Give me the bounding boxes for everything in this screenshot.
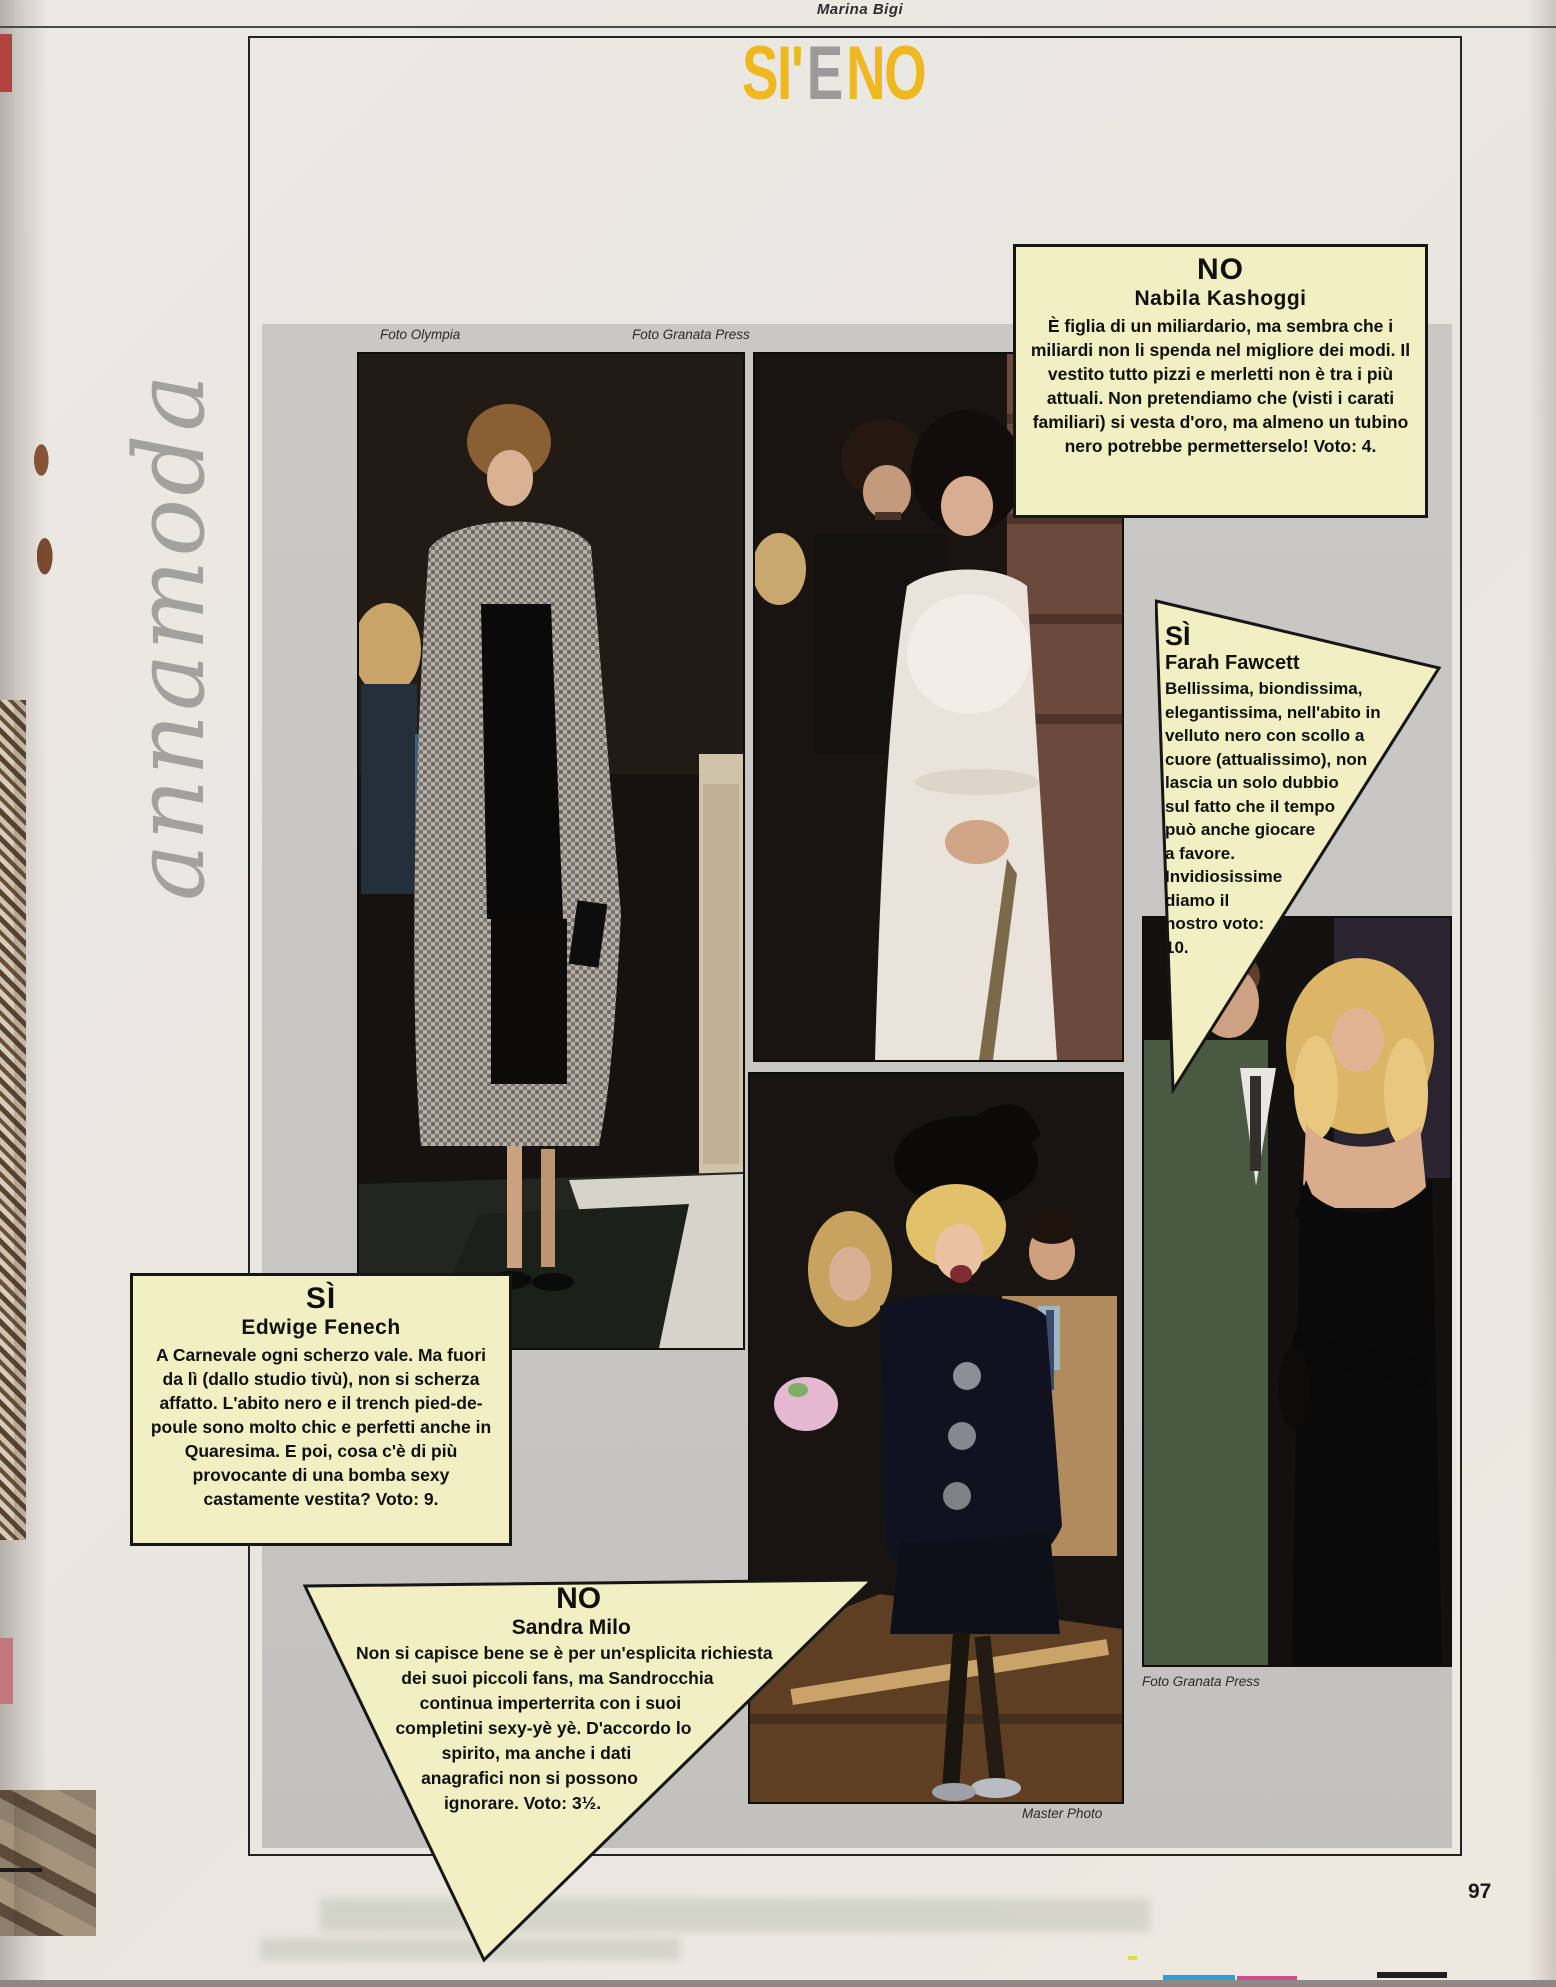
verdict-label: NO [1197,253,1244,286]
adjacent-page-red-fragment [0,34,12,92]
photo-edwige-fenech-image [359,354,743,1348]
scanner-edge [0,1980,1556,1987]
celebrity-name: Sandra Milo [511,1616,631,1639]
verdict-text: È figlia di un miliardario, ma sembra che i miliardi non li spenda nel migliore dei modi. Il vestito tutto pizzi e merletti non è tra i più attuali. Non pretendiamo che (visti i carati familiari) si vesta d'oro, ma almeno un tubino nero potrebbe permetterselo! Voto: 4. [1030,316,1411,457]
author-byline: Marina Bigi [816,1,904,18]
page-number: 97 [1468,1880,1492,1903]
verdict-label: NO [556,1582,602,1615]
page-fold-shadow [14,0,48,1987]
credit-foto-granata-press-top: Foto Granata Press [632,327,750,342]
title-si: SI' [742,31,803,116]
verdict-text: Bellissima, biondissima, elegantissima, nell'abito in velluto nero con scollo a cuore (attualissimo), non lascia un solo dubbio sul fatto che il tempo può anche giocare a favore. Invidiosissime diamo il nostro voto: 10. [1165,679,1381,957]
title-e: E [806,31,842,116]
photo-edwige-fenech [357,352,745,1350]
celebrity-name: Edwige Fenech [241,1316,401,1339]
header-rule [0,26,1556,28]
credit-foto-olympia: Foto Olympia [380,327,461,342]
verdict-label: SÌ [305,1282,337,1315]
verdict-box-farah-content [1165,622,1440,1088]
section-title-vertical: annamoda [114,371,226,901]
verdict-box-sandra-content [303,1582,872,1953]
verdict-box-edwige-fenech [130,1273,512,1546]
registration-mark-black [1377,1972,1447,1978]
verdict-text: A Carnevale ogni scherzo vale. Ma fuori da lì (dallo studio tivù), non si scherza affatto. L'abito nero e il trench pied-de-poule sono molto chic e perfetti anche in Quaresima. E poi, cosa c'è di più provocante di una bomba sexy castamente vestita? Voto: 9. [150,1345,492,1510]
celebrity-name: Farah Fawcett [1165,652,1300,675]
page-curl-shadow [1528,0,1556,1987]
celebrity-name: Nabila Kashoggi [1134,287,1307,310]
verdict-label: SÌ [1165,621,1191,651]
adjacent-page-pink-fragment [0,1638,13,1704]
verdict-box-nabila-kashoggi [1013,244,1428,518]
credit-foto-granata-press-bottom: Foto Granata Press [1142,1674,1260,1689]
verdict-text: Non si capisce bene se è per un'esplicita richiesta dei suoi piccoli fans, ma Sandrocchia continua imperterrita con i suoi completini sexy-yè yè. D'accordo lo spirito, ma anche i dati anagrafici non si possono ignorare. Voto: 3½. [356,1643,773,1814]
credit-master-photo: Master Photo [1022,1806,1103,1821]
registration-mark-yellow [1128,1956,1137,1960]
title-no: NO [846,31,926,116]
verdict-box-sandra-milo [303,1572,876,1964]
verdict-box-farah-fawcett [1155,598,1445,1094]
